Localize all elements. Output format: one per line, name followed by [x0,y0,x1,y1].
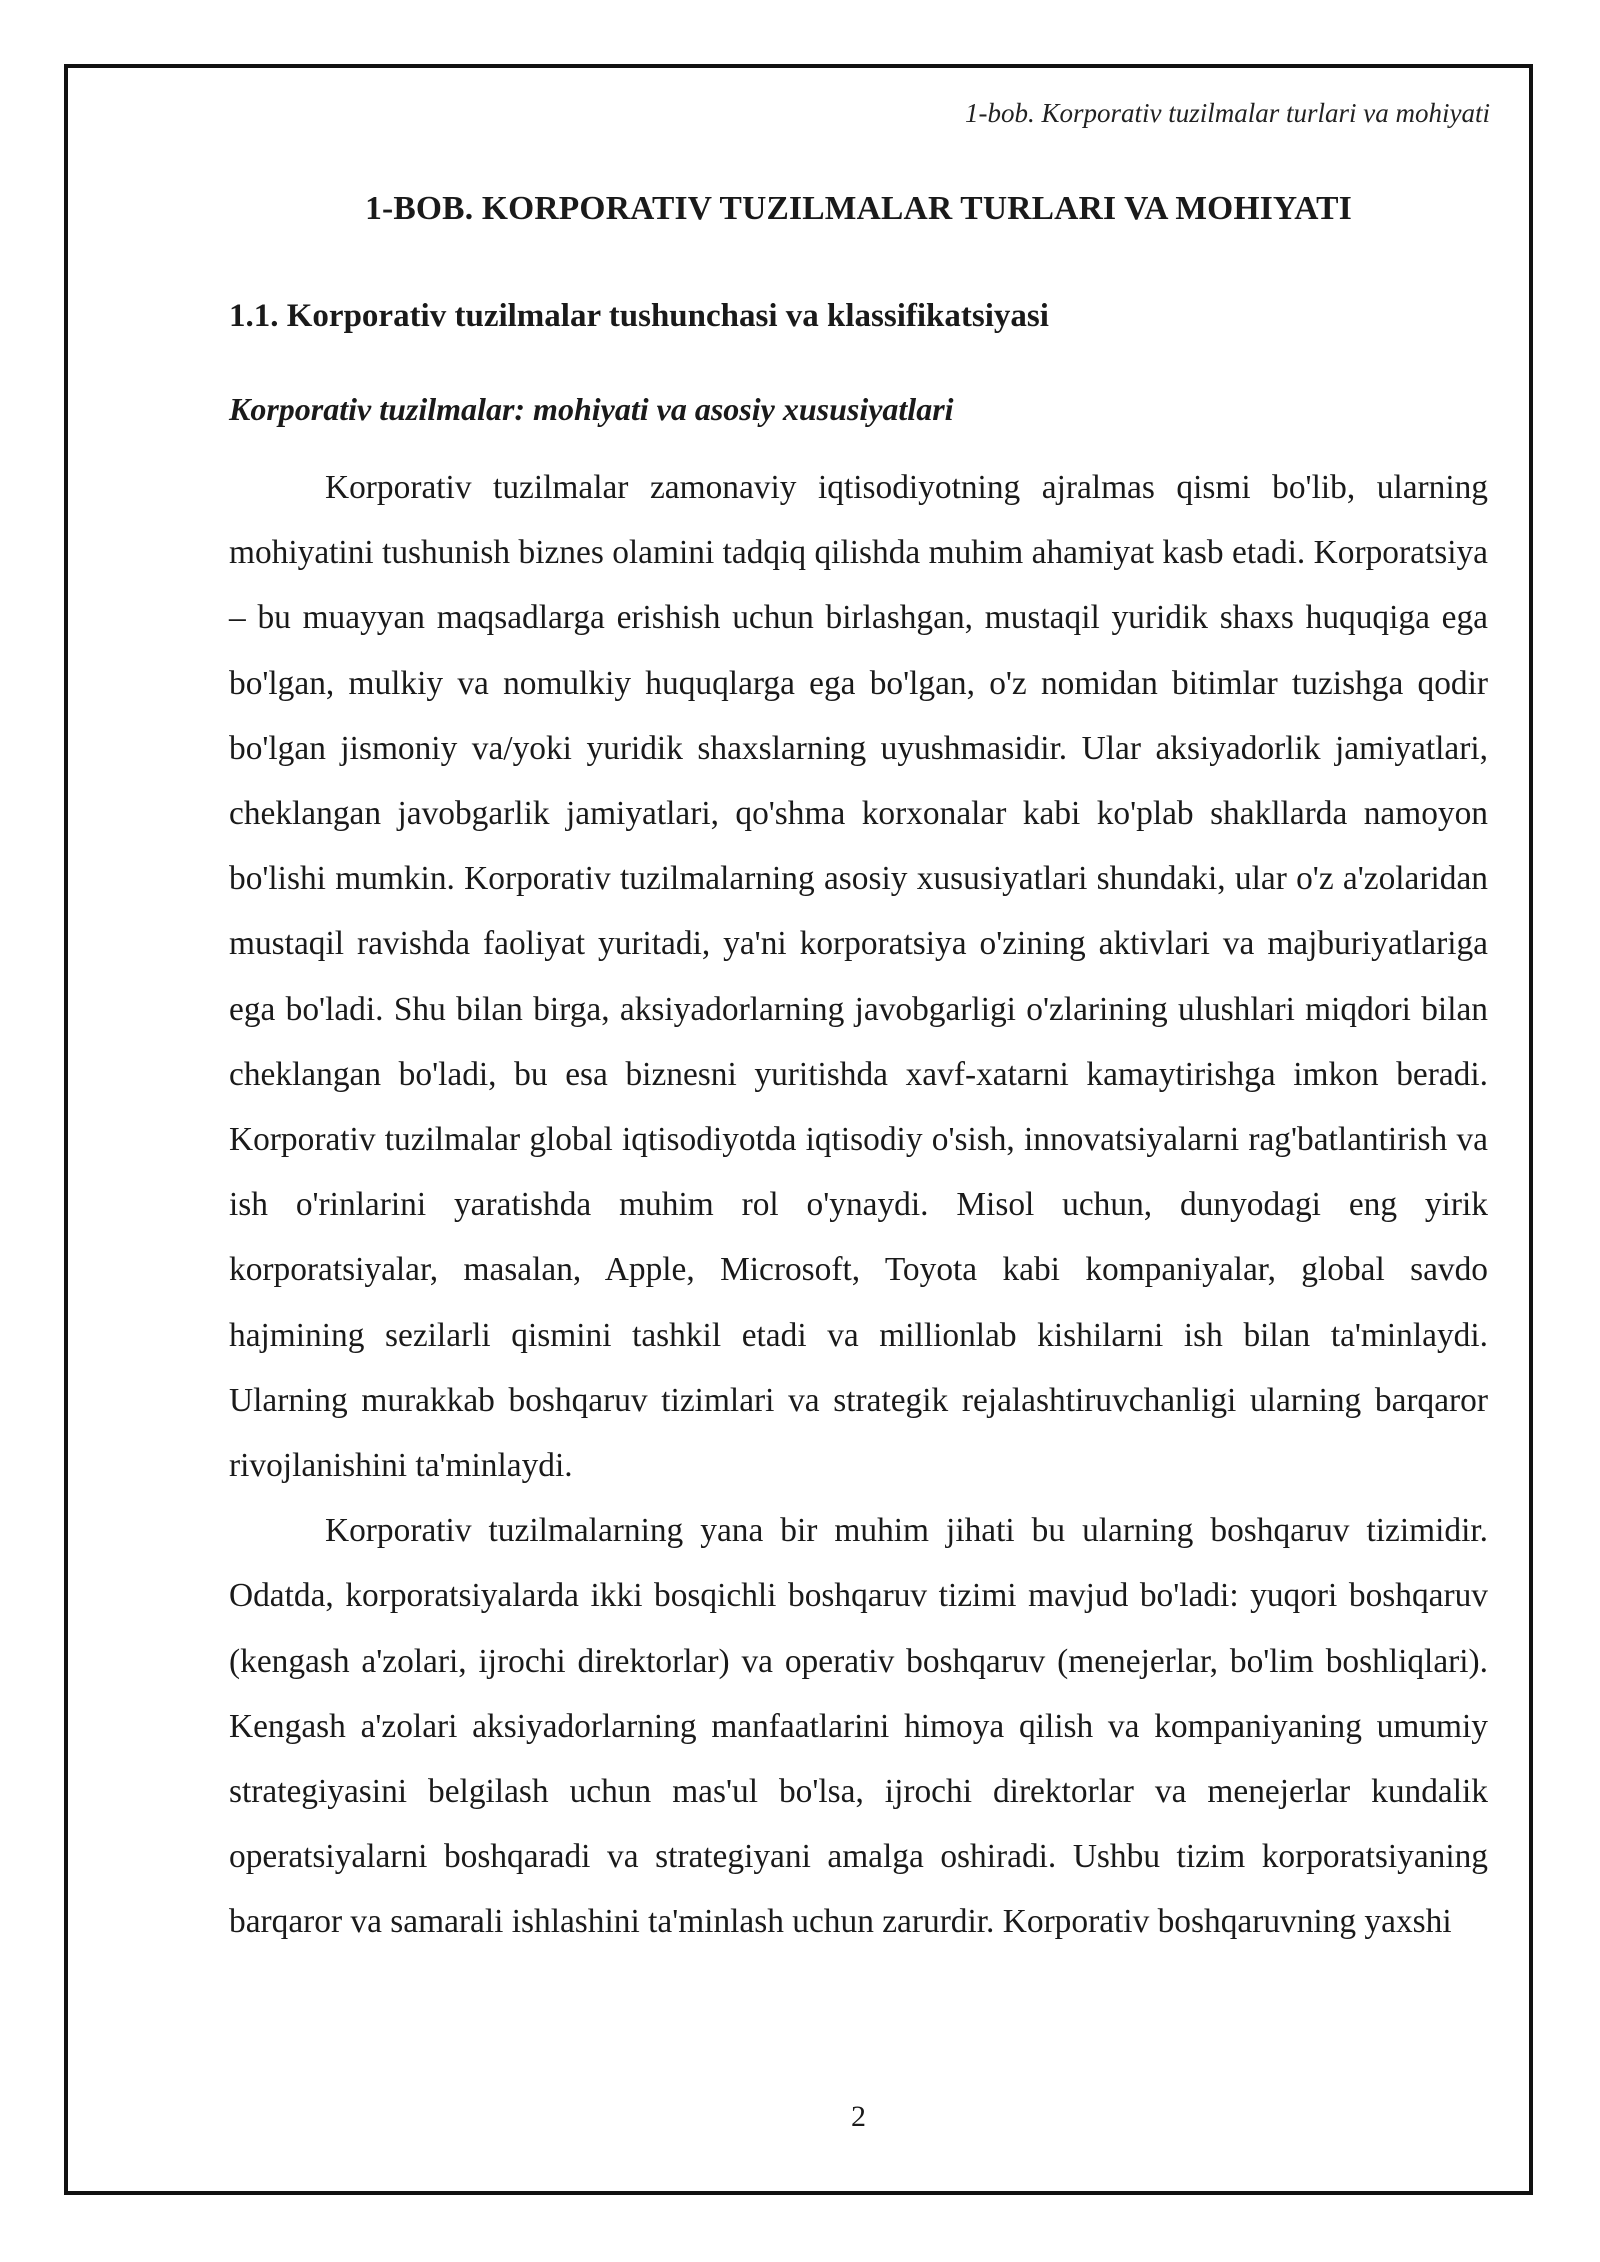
subsection-title: Korporativ tuzilmalar: mohiyati va asosiy xususiyatlari [229,391,954,427]
chapter-title: 1-BOB. KORPORATIV TUZILMALAR TURLARI VA MOHIYATI [365,190,1352,227]
running-header: 1-bob. Korporativ tuzilmalar turlari va mohiyati [964,98,1490,128]
paragraph: Korporativ tuzilmalarning yana bir muhim jihati bu ularning boshqaruv tizimidir. Odatda, korporatsiyalarda ikki bosqichli boshqaruv tizimi mavjud bo'ladi: yuqori boshqaruv (kengash a'zolari, ijrochi direktorlar) va operativ boshqaruv (menejerlar, bo'lim boshliqlari). Kengash a'zolari aksiyadorlarning manfaatlarini himoya qilish va kompaniyaning umumiy strategiyasini belgilash uchun mas'ul bo'lsa, ijrochi direktorlar va menejerlar kundalik operatsiyalarni boshqaradi va strategiyani amalga oshiradi. Ushbu tizim korporatsiyaning barqaror va samarali ishlashini ta'minlash uchun zarurdir. Korporativ boshqaruvning yaxshi [229,1512,1488,1941]
page-number: 2 [851,2100,866,2133]
body-text [229,455,1488,1955]
paragraph: Korporativ tuzilmalar zamonaviy iqtisodiyotning ajralmas qismi bo'lib, ularning mohiyatini tushunish biznes olamini tadqiq qilishda muhim ahamiyat kasb etadi. Korporatsiya – bu muayyan maqsadlarga erishish uchun birlashgan, mustaqil yuridik shaxs huquqiga ega bo'lgan, mulkiy va nomulkiy huquqlarga ega bo'lgan, o'z nomidan bitimlar tuzishga qodir bo'lgan jismoniy va/yoki yuridik shaxslarning uyushmasidir. Ular aksiyadorlik jamiyatlari, cheklangan javobgarlik jamiyatlari, qo'shma korxonalar kabi ko'plab shakllarda namoyon bo'lishi mumkin. Korporativ tuzilmalarning asosiy xususiyatlari shundaki, ular o'z a'zolaridan mustaqil ravishda faoliyat yuritadi, ya'ni korporatsiya o'zining aktivlari va majburiyatlariga ega bo'ladi. Shu bilan birga, aksiyadorlarning javobgarligi o'zlarining ulushlari miqdori bilan cheklangan bo'ladi, bu esa biznesni yuritishda xavf-xatarni kamaytirishga imkon beradi. Korporativ tuzilmalar global iqtisodiyotda iqtisodiy o'sish, innovatsiyalarni rag'batlantirish va ish o'rinlarini yaratishda muhim rol o'ynaydi. Misol uchun, dunyodagi eng yirik korporatsiyalar, masalan, Apple, Microsoft, Toyota kabi kompaniyalar, global savdo hajmining sezilarli qismini tashkil etadi va millionlab kishilarni ish bilan ta'minlaydi. Ularning murakkab boshqaruv tizimlari va strategik rejalashtiruvchanligi ularning barqaror rivojlanishini ta'minlaydi. [229,469,1488,1485]
section-title: 1.1. Korporativ tuzilmalar tushunchasi va klassifikatsiyasi [229,298,1049,334]
